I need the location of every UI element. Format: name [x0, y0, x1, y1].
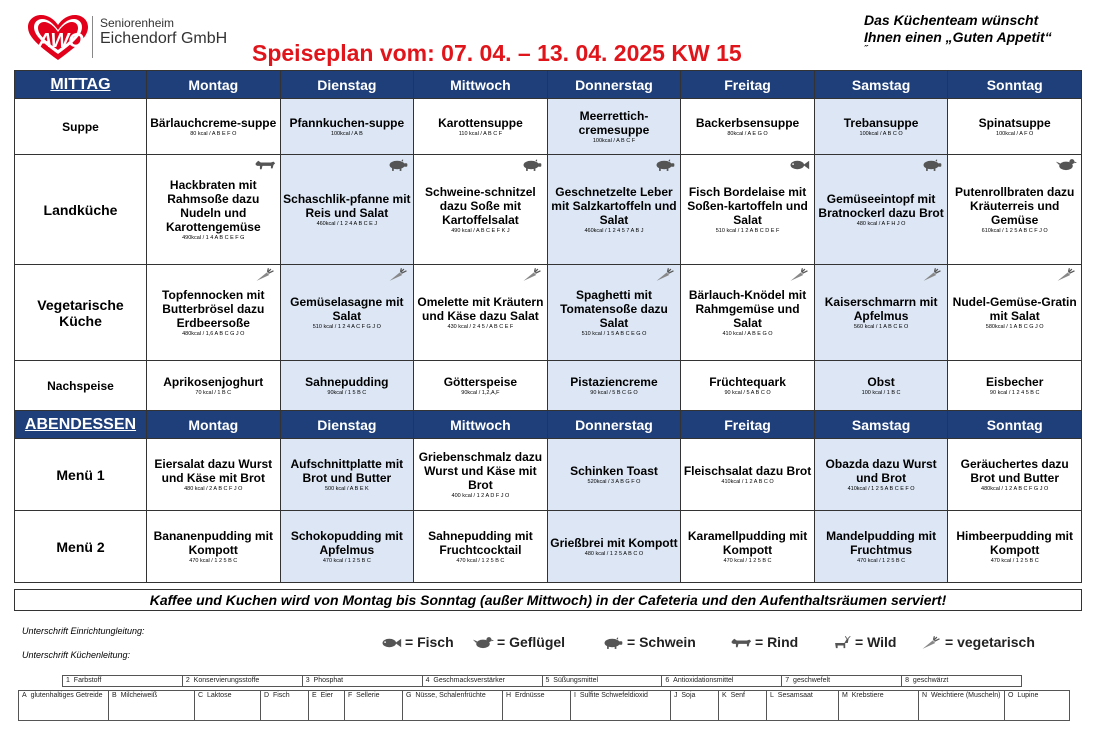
dish-info: 110 kcal / A B C F [458, 131, 503, 137]
menu-cell [280, 99, 414, 155]
allergen-item [261, 691, 309, 720]
dish-name: Geräuchertes dazu Brot und Butter [960, 457, 1069, 485]
menu-cell [547, 361, 681, 411]
allergen-code: J [674, 692, 678, 699]
vegetarian-icon [387, 268, 409, 284]
greeting-line-3: ˝ [864, 44, 867, 54]
dish-info: 460kcal / 1 2 4 A B C E J [316, 221, 378, 227]
allergen-name: Erdnüsse [514, 692, 545, 699]
legend-item-veg [920, 634, 1035, 650]
dish-info: 480kcal / 1,6 A B C G J O [182, 331, 245, 337]
dish-info: 560 kcal / 1 A B C E O [853, 324, 909, 330]
dish-name: Kaiserschmarrn mit Apfelmus [824, 295, 938, 323]
allergen-name: Milcheiweiß [120, 692, 158, 699]
legend-item-game [830, 634, 897, 650]
legend-text: = Rind [755, 634, 799, 650]
menu-cell [681, 439, 815, 511]
allergen-item [195, 691, 261, 720]
allergen-item [345, 691, 403, 720]
menu-cell [414, 265, 548, 361]
dish-name: Sahnepudding [305, 375, 389, 389]
legend-item-beef [730, 634, 798, 650]
menu-table [14, 70, 1082, 583]
menu-cell [547, 155, 681, 265]
coffee-note: Kaffee und Kuchen wird von Montag bis Sonntag (außer Mittwoch) in der Cafeteria und den Aufenthaltsräumen serviert! [14, 589, 1082, 611]
dish-name: Obst [867, 375, 895, 389]
dish-info: 510 kcal / 1 2 4 A C F G J O [312, 324, 381, 330]
dish-name: Obazda dazu Wurst und Brot [825, 457, 937, 485]
section-title: MITTAG [15, 71, 147, 99]
menu-cell [280, 511, 414, 583]
vegetarian-icon [521, 268, 543, 284]
additive-code: 6 [665, 677, 670, 684]
row-label-text: Suppe [62, 119, 99, 134]
row-label [15, 155, 147, 265]
menu-cell [414, 361, 548, 411]
vegetarian-icon [254, 268, 276, 284]
allergen-name: Eier [320, 692, 334, 699]
allergen-name: glutenhaltiges Getreide [30, 692, 103, 699]
fish-icon [380, 634, 405, 650]
dish-name: Karamellpudding mit Kompott [687, 529, 808, 557]
menu-row [15, 361, 1082, 411]
day-header-samstag: Samstag [814, 71, 948, 99]
allergen-item [919, 691, 1005, 720]
dish-info: 400 kcal / 1 2 A D F J O [451, 493, 510, 499]
allergen-code: L [770, 692, 774, 699]
row-label-text: Vegetarische Küche [37, 296, 124, 329]
additive-name: geschwefelt [793, 677, 831, 684]
dish-info: 470 kcal / 1 2 5 B C [723, 558, 772, 564]
beef-icon [254, 158, 276, 174]
dish-name: Pfannkuchen-suppe [289, 116, 405, 130]
dish-name: Fisch Bordelaise mit Soßen-kartoffeln und Salat [687, 185, 808, 227]
page-title: Speiseplan vom: 07. 04. – 13. 04. 2025 KW 15 [252, 40, 742, 66]
allergen-code: E [312, 692, 317, 699]
dish-info: 410 kcal / A B E G O [722, 331, 773, 337]
dish-info: 470 kcal / 1 2 5 B C [322, 558, 371, 564]
allergen-name: Laktose [206, 692, 232, 699]
allergens-legend [18, 690, 1070, 721]
allergen-name: Lupine [1017, 692, 1039, 699]
dish-info: 500 kcal / A B E K [324, 486, 369, 492]
menu-row [15, 511, 1082, 583]
poultry-icon [472, 634, 497, 650]
additive-name: Phosphat [313, 677, 344, 684]
dish-name: Bananenpudding mit Kompott [153, 529, 273, 557]
menu-cell [280, 265, 414, 361]
additive-code: 2 [185, 677, 190, 684]
menu-row [15, 155, 1082, 265]
dish-info: 470 kcal / 1 2 5 B C [189, 558, 238, 564]
pork-icon [921, 158, 943, 174]
allergen-item [403, 691, 503, 720]
poultry-icon [1055, 158, 1077, 174]
menu-cell [280, 155, 414, 265]
dish-info: 100kcal / A B [330, 131, 363, 137]
additive-item [63, 676, 183, 686]
menu-cell [948, 511, 1082, 583]
menu-cell [147, 265, 281, 361]
dish-name: Eiersalat dazu Wurst und Käse mit Brot [154, 457, 273, 485]
allergen-name: Sesamsaat [777, 692, 813, 699]
allergen-code: D [264, 692, 270, 699]
allergen-item [767, 691, 839, 720]
pork-icon [654, 158, 676, 174]
dish-name: Götterspeise [443, 375, 518, 389]
menu-cell [147, 155, 281, 265]
allergen-name: Senf [730, 692, 745, 699]
dish-name: Meerrettich-cremesuppe [578, 109, 650, 137]
org-line-2: Eichendorf GmbH [100, 30, 228, 47]
dish-info: 520kcal / 3 A B G F O [587, 479, 641, 485]
legend-item-fish [380, 634, 454, 650]
additive-item [662, 676, 782, 686]
dish-name: Putenrollbraten dazu Kräuterreis und Gemüse [955, 185, 1075, 227]
dish-info: 610kcal / 1 2 5 A B C F J O [981, 228, 1048, 234]
additive-code: 3 [305, 677, 310, 684]
awo-logo [26, 14, 236, 64]
menu-cell [414, 511, 548, 583]
vegetarian-icon [921, 268, 943, 284]
allergen-code: A [22, 692, 27, 699]
menu-cell [948, 99, 1082, 155]
dish-info: 430 kcal / 2 4 5 / A B C E F [447, 324, 514, 330]
dish-info: 480 kcal / 1 2 5 A B C O [584, 551, 644, 557]
allergen-code: H [506, 692, 512, 699]
dish-name: Hackbraten mit Rahmsoße dazu Nudeln und Karottengemüse [165, 178, 261, 234]
brand-mark: AWO [38, 30, 83, 52]
menu-cell [147, 361, 281, 411]
header-row [15, 411, 1082, 439]
legend-item-poultry [472, 634, 565, 650]
row-label [15, 265, 147, 361]
dish-name: Sahnepudding mit Fruchtcocktail [428, 529, 533, 557]
icon-legend [380, 632, 1070, 654]
dish-name: Spinatsuppe [978, 116, 1051, 130]
row-label [15, 99, 147, 155]
logo-divider [92, 16, 93, 58]
dish-name: Grießbrei mit Kompott [550, 536, 678, 550]
vegetarian-icon [1055, 268, 1077, 284]
allergen-name: Krebstiere [851, 692, 884, 699]
menu-cell [414, 439, 548, 511]
row-label [15, 511, 147, 583]
allergen-item [1005, 691, 1069, 720]
menu-cell [814, 439, 948, 511]
dish-name: Pistaziencreme [570, 375, 658, 389]
allergen-code: F [348, 692, 353, 699]
dish-info: 460kcal / 1 2 4 5 7 A B J [584, 228, 644, 234]
allergen-name: Sulfite Schwefeldioxid [579, 692, 648, 699]
dish-info: 90 kcal / 5 B C G O [590, 390, 638, 396]
allergen-code: G [406, 692, 412, 699]
row-label-text: Landküche [43, 201, 118, 218]
menu-cell [547, 439, 681, 511]
menu-cell [681, 155, 815, 265]
legend-text: = Fisch [405, 634, 454, 650]
row-label [15, 361, 147, 411]
facility-signature-label: Unterschrift Einrichtungleitung: [22, 626, 145, 636]
legend-item-pork [602, 634, 696, 650]
dish-info: 100 kcal / 1 B C [861, 390, 901, 396]
day-header-dienstag: Dienstag [280, 411, 414, 439]
day-header-donnerstag: Donnerstag [547, 411, 681, 439]
dish-info: 490kcal / 1 4 A B C E F G [182, 235, 245, 241]
dish-info: 470 kcal / 1 2 5 B C [857, 558, 906, 564]
day-header-sonntag: Sonntag [948, 71, 1082, 99]
menu-cell [681, 265, 815, 361]
dish-name: Spaghetti mit Tomatensoße dazu Salat [560, 288, 668, 330]
dish-name: Nudel-Gemüse-Gratin mit Salat [952, 295, 1077, 323]
menu-row [15, 99, 1082, 155]
dish-info: 70 kcal / 1 B C [195, 390, 232, 396]
dish-name: Griebenschmalz dazu Wurst und Käse mit Brot [418, 450, 543, 492]
dish-info: 90kcal / 1,2,A,F [461, 390, 500, 396]
dish-info: 90kcal / 1 5 B C [327, 390, 367, 396]
dish-name: Eisbecher [986, 375, 1044, 389]
dish-info: 470 kcal / 1 2 5 B C [456, 558, 505, 564]
day-header-samstag: Samstag [814, 411, 948, 439]
additive-item [902, 676, 1021, 686]
kitchen-signature-label: Unterschrift Küchenleitung: [22, 650, 131, 660]
menu-cell [280, 439, 414, 511]
allergen-name: Weichtiere (Muscheln) [930, 692, 1001, 699]
menu-cell [814, 155, 948, 265]
menu-row [15, 439, 1082, 511]
additive-item [543, 676, 663, 686]
dish-name: Geschnetzelte Leber mit Salzkartoffeln und Salat [551, 185, 677, 227]
dish-name: Trebansuppe [843, 116, 919, 130]
allergen-code: O [1008, 692, 1014, 699]
menu-cell [948, 439, 1082, 511]
dish-info: 410kcal / 1 2 A B C O [721, 479, 774, 485]
allergen-code: I [574, 692, 576, 699]
dish-name: Früchtequark [709, 375, 786, 389]
allergen-code: K [722, 692, 727, 699]
day-header-donnerstag: Donnerstag [547, 71, 681, 99]
additive-item [183, 676, 303, 686]
allergen-code: C [198, 692, 204, 699]
day-header-montag: Montag [147, 71, 281, 99]
additive-code: 4 [425, 677, 430, 684]
menu-cell [547, 511, 681, 583]
greeting-line-1: Das Küchenteam wünscht [864, 12, 1039, 28]
menu-cell [814, 265, 948, 361]
dish-info: 490 kcal / A B C E F K J [451, 228, 510, 234]
menu-cell [147, 99, 281, 155]
menu-cell [280, 361, 414, 411]
vegetarian-icon [788, 268, 810, 284]
menu-cell [948, 265, 1082, 361]
dish-info: 410kcal / 1 2 5 A B C E F O [847, 486, 915, 492]
game-icon [830, 634, 855, 650]
fish-icon [788, 158, 810, 174]
header-row [15, 71, 1082, 99]
dish-name: Fleischsalat dazu Brot [683, 464, 812, 478]
dish-name: Gemüseeintopf mit Bratnockerl dazu Brot [818, 192, 944, 220]
allergen-item [571, 691, 671, 720]
menu-cell [814, 99, 948, 155]
allergen-name: Fisch [272, 692, 290, 699]
dish-info: 580kcal / 1 A B C G J O [985, 324, 1044, 330]
vegetarian-icon [654, 268, 676, 284]
dish-name: Karottensuppe [438, 116, 523, 130]
dish-info: 100kcal / A B C F [592, 138, 636, 144]
day-header-freitag: Freitag [681, 411, 815, 439]
additive-code: 8 [905, 677, 910, 684]
dish-info: 100kcal / A F O [996, 131, 1034, 137]
menu-cell [681, 511, 815, 583]
legend-text: = vegetarisch [945, 634, 1035, 650]
day-header-sonntag: Sonntag [948, 411, 1082, 439]
day-header-freitag: Freitag [681, 71, 815, 99]
menu-cell [948, 361, 1082, 411]
additive-name: Geschmacksverstärker [433, 677, 505, 684]
allergen-code: N [922, 692, 928, 699]
dish-info: 480kcal / 1 2 A B C F G J O [981, 486, 1049, 492]
dish-info: 510 kcal / 1 5 A B C E G O [581, 331, 647, 337]
additive-code: 7 [785, 677, 790, 684]
dish-info: 470 kcal / 1 2 5 B C [990, 558, 1039, 564]
menu-cell [681, 99, 815, 155]
pork-icon [602, 634, 627, 650]
dish-name: Gemüselasagne mit Salat [290, 295, 404, 323]
menu-cell [814, 511, 948, 583]
dish-name: Topfennocken mit Butterbrösel dazu Erdbeersoße [162, 288, 265, 330]
additive-name: Farbstoff [73, 677, 102, 684]
allergen-item [309, 691, 345, 720]
allergen-name: Sellerie [356, 692, 380, 699]
dish-name: Himbeerpudding mit Kompott [956, 529, 1074, 557]
allergen-name: Soja [681, 692, 696, 699]
additive-name: Süßungsmittel [553, 677, 599, 684]
day-header-mittwoch: Mittwoch [414, 71, 548, 99]
greeting [864, 12, 1052, 52]
dish-info: 100kcal / A B C O [859, 131, 903, 137]
allergen-item [671, 691, 719, 720]
dish-info: 90 kcal / 5 A B C O [724, 390, 771, 396]
row-label-text: Menü 1 [56, 466, 105, 483]
pork-icon [387, 158, 409, 174]
dish-info: 80 kcal / A B E F O [190, 131, 237, 137]
legend-text: = Geflügel [497, 634, 566, 650]
section-title: ABENDESSEN [15, 411, 147, 439]
dish-name: Schaschlik-pfanne mit Reis und Salat [283, 192, 411, 220]
dish-name: Bärlauchcreme-suppe [150, 116, 277, 130]
menu-cell [547, 265, 681, 361]
dish-name: Schokopudding mit Apfelmus [290, 529, 403, 557]
dish-name: Schweine-schnitzel dazu Soße mit Kartoffelsalat [425, 185, 536, 227]
dish-name: Bärlauch-Knödel mit Rahmgemüse und Salat [688, 288, 807, 330]
allergen-item [109, 691, 195, 720]
additive-name: Antioxidationsmittel [673, 677, 734, 684]
dish-name: Backerbsensuppe [695, 116, 800, 130]
menu-cell [147, 439, 281, 511]
menu-cell [414, 155, 548, 265]
allergen-code: B [112, 692, 117, 699]
dish-name: Aprikosenjoghurt [163, 375, 264, 389]
dish-name: Aufschnittplatte mit Brot und Butter [290, 457, 404, 485]
greeting-line-2: Ihnen einen „Guten Appetit“ [864, 29, 1052, 45]
legend-text: = Wild [855, 634, 897, 650]
allergen-code: M [842, 692, 848, 699]
menu-cell [681, 361, 815, 411]
additive-code: 5 [545, 677, 550, 684]
allergen-item [19, 691, 109, 720]
allergen-item [503, 691, 571, 720]
row-label-text: Menü 2 [56, 538, 105, 555]
dish-info: 510 kcal / 1 2 A B C D E F [715, 228, 780, 234]
allergen-name: Nüsse, Schalenfrüchte [415, 692, 486, 699]
dish-info: 80kcal / A E G O [727, 131, 768, 137]
dish-name: Schinken Toast [570, 464, 658, 478]
dish-info: 90 kcal / 1 2 4 5 B C [989, 390, 1040, 396]
day-header-mittwoch: Mittwoch [414, 411, 548, 439]
pork-icon [521, 158, 543, 174]
additive-item [423, 676, 543, 686]
dish-info: 480 kcal / A F H J O [856, 221, 906, 227]
additive-name: geschwärzt [912, 677, 949, 684]
dish-name: Mandelpudding mit Fruchtmus [826, 529, 937, 557]
allergen-item [839, 691, 919, 720]
additives-legend [62, 675, 1022, 687]
day-header-montag: Montag [147, 411, 281, 439]
menu-cell [147, 511, 281, 583]
additive-item [303, 676, 423, 686]
menu-row [15, 265, 1082, 361]
menu-cell [948, 155, 1082, 265]
allergen-item [719, 691, 767, 720]
dish-name: Omelette mit Kräutern und Käse dazu Salat [417, 295, 544, 323]
org-line-1: Seniorenheim [100, 16, 175, 30]
menu-cell [547, 99, 681, 155]
additive-name: Konservierungsstoffe [193, 677, 260, 684]
legend-text: = Schwein [627, 634, 696, 650]
beef-icon [730, 634, 755, 650]
additive-item [782, 676, 902, 686]
menu-cell [414, 99, 548, 155]
menu-cell [814, 361, 948, 411]
row-label [15, 439, 147, 511]
row-label-text: Nachspeise [47, 378, 114, 393]
additive-code: 1 [66, 677, 70, 684]
dish-info: 480 kcal / 2 A B C F J O [184, 486, 243, 492]
day-header-dienstag: Dienstag [280, 71, 414, 99]
vegetarian-icon [920, 634, 945, 650]
